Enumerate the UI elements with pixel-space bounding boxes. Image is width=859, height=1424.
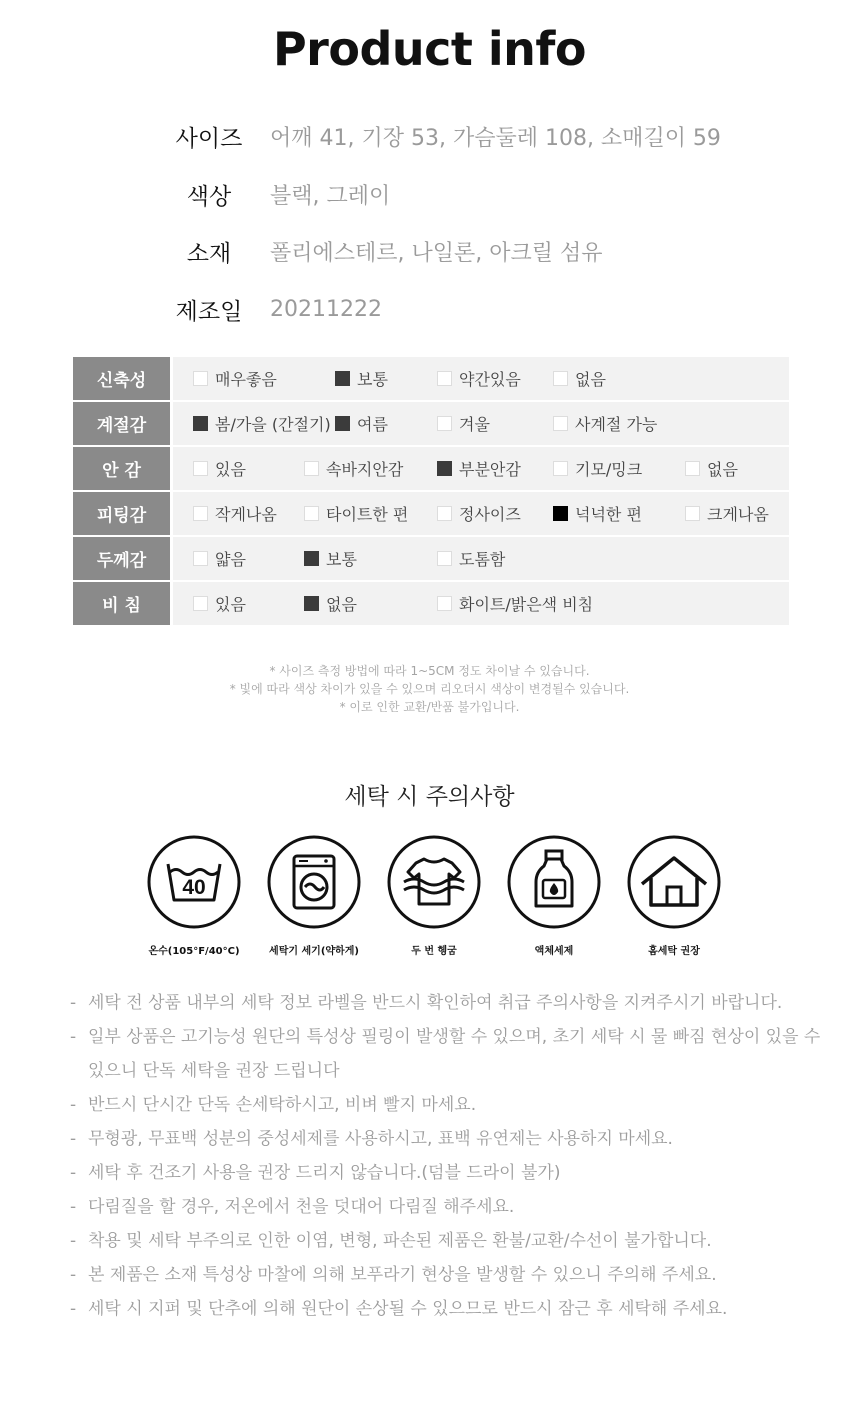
- checkbox: [335, 416, 350, 431]
- info-value: 어깨 41, 기장 53, 가슴둘레 108, 소매길이 59: [270, 126, 721, 152]
- grid-option: [553, 447, 642, 490]
- option-label: 작게나옴: [215, 505, 277, 524]
- option-label: 속바지안감: [326, 460, 404, 479]
- care-icon-item: [609, 834, 739, 957]
- checkbox: [193, 596, 208, 611]
- option-label: 있음: [215, 595, 246, 614]
- grid-options: [173, 402, 789, 445]
- checkbox: [553, 461, 568, 476]
- caution-text: 무형광, 무표백 성분의 중성세제를 사용하시고, 표백 유연제는 사용하지 마세요.: [88, 1129, 673, 1149]
- checkbox: [437, 551, 452, 566]
- checkbox: [437, 461, 452, 476]
- info-row-manufacture-date: [150, 281, 810, 339]
- grid-option: [193, 582, 246, 625]
- info-label: 소재: [186, 241, 232, 268]
- icon-caption: 온수(105°F/40°C): [148, 946, 240, 957]
- grid-option: [193, 447, 246, 490]
- rinse-twice-icon: [386, 834, 482, 930]
- grid-options: [173, 537, 789, 580]
- option-label: 부분안감: [459, 460, 521, 479]
- option-label: 봄/가을 (간절기): [215, 415, 331, 434]
- option-label: 사계절 가능: [575, 415, 658, 434]
- note-line: * 사이즈 측정 방법에 따라 1~5CM 정도 차이날 수 있습니다.: [269, 664, 590, 678]
- info-label: 사이즈: [175, 126, 243, 153]
- caution-item: - 일부 상품은 고기능성 원단의 특성상 필링이 발생할 수 있으며, 초기 세탁 시 물 빠짐 현상이 있을 수 있으니 단독 세탁을 권장 드립니다: [70, 1020, 830, 1088]
- checkbox: [193, 551, 208, 566]
- caution-item: - 세탁 시 지퍼 및 단추에 의해 원단이 손상될 수 있으므로 반드시 잠근 후 세탁해 주세요.: [70, 1292, 830, 1326]
- checkbox: [193, 506, 208, 521]
- grid-option: [437, 357, 521, 400]
- grid-option: [304, 492, 408, 535]
- grid-option: [685, 447, 738, 490]
- size-notes: [0, 662, 859, 716]
- option-label: 얇음: [215, 550, 246, 569]
- checkbox: [304, 506, 319, 521]
- grid-category: 안 감: [73, 447, 170, 490]
- info-label: 색상: [186, 183, 232, 210]
- option-label: 도톰함: [459, 550, 506, 569]
- grid-options: [173, 492, 789, 535]
- grid-category: 피팅감: [73, 492, 170, 535]
- option-label: 정사이즈: [459, 505, 521, 524]
- grid-option: [685, 492, 769, 535]
- grid-option: [437, 402, 490, 445]
- caution-text: 착용 및 세탁 부주의로 인한 이염, 변형, 파손된 제품은 환불/교환/수선이 불가합니다.: [88, 1231, 712, 1251]
- option-label: 넉넉한 편: [575, 505, 642, 524]
- info-value: 폴리에스테르, 나일론, 아크릴 섬유: [270, 241, 603, 267]
- checkbox: [553, 416, 568, 431]
- checkbox: [437, 371, 452, 386]
- grid-row-fit: [73, 492, 789, 535]
- option-label: 보통: [326, 550, 357, 569]
- caution-text: 세탁 전 상품 내부의 세탁 정보 라벨을 반드시 확인하여 취급 주의사항을 지켜주시기 바랍니다.: [88, 993, 783, 1013]
- grid-options: [173, 582, 789, 625]
- grid-category: 두께감: [73, 537, 170, 580]
- note-line: * 빛에 따라 색상 차이가 있을 수 있으며 리오더시 색상이 변경될수 있습니다.: [229, 682, 630, 696]
- grid-option: [437, 537, 505, 580]
- product-info-list: [150, 108, 810, 338]
- checkbox: [193, 416, 208, 431]
- grid-category: 신축성: [73, 357, 170, 400]
- care-icon-item: [129, 834, 259, 957]
- liquid-detergent-icon: [506, 834, 602, 930]
- option-label: 약간있음: [459, 370, 521, 389]
- note-line: * 이로 인한 교환/반품 불가입니다.: [339, 700, 520, 714]
- grid-option: [304, 537, 357, 580]
- option-label: 없음: [707, 460, 738, 479]
- checkbox: [553, 371, 568, 386]
- care-icon-item: [369, 834, 499, 957]
- caution-item: - 다림질을 할 경우, 저온에서 천을 덧대어 다림질 해주세요.: [70, 1190, 830, 1224]
- option-label: 있음: [215, 460, 246, 479]
- checkbox: [437, 506, 452, 521]
- option-label: 크게나옴: [707, 505, 769, 524]
- icon-caption: 세탁기 세기(약하게): [269, 946, 359, 957]
- care-icon-item: [489, 834, 619, 957]
- wash-40-icon: [146, 834, 242, 930]
- grid-option: [193, 537, 246, 580]
- grid-option: [304, 447, 403, 490]
- option-label: 없음: [575, 370, 606, 389]
- grid-row-lining: [73, 447, 789, 490]
- grid-category: 비 침: [73, 582, 170, 625]
- info-value: 블랙, 그레이: [270, 183, 391, 209]
- grid-option: [193, 402, 331, 445]
- option-label: 겨울: [459, 415, 490, 434]
- grid-option: [335, 357, 388, 400]
- icon-caption: 홈세탁 권장: [648, 946, 700, 957]
- option-label: 매우좋음: [215, 370, 277, 389]
- grid-option: [553, 492, 642, 535]
- grid-option: [193, 357, 277, 400]
- caution-text: 반드시 단시간 단독 손세탁하시고, 비벼 빨지 마세요.: [88, 1095, 477, 1115]
- checkbox: [304, 551, 319, 566]
- caution-text: 다림질을 할 경우, 저온에서 천을 덧대어 다림질 해주세요.: [88, 1197, 515, 1217]
- option-label: 없음: [326, 595, 357, 614]
- checkbox: [304, 596, 319, 611]
- checkbox: [437, 416, 452, 431]
- icon-caption: 두 번 헹굼: [411, 946, 457, 957]
- grid-option: [304, 582, 357, 625]
- caution-item: - 본 제품은 소재 특성상 마찰에 의해 보푸라기 현상을 발생할 수 있으니 주의해 주세요.: [70, 1258, 830, 1292]
- home-wash-icon: [626, 834, 722, 930]
- caution-item: - 착용 및 세탁 부주의로 인한 이염, 변형, 파손된 제품은 환불/교환/수선이 불가합니다.: [70, 1224, 830, 1258]
- caution-item: - 반드시 단시간 단독 손세탁하시고, 비벼 빨지 마세요.: [70, 1088, 830, 1122]
- checkbox: [193, 461, 208, 476]
- option-label: 화이트/밝은색 비침: [459, 595, 594, 614]
- caution-text: 본 제품은 소재 특성상 마찰에 의해 보푸라기 현상을 발생할 수 있으니 주의해 주세요.: [88, 1265, 717, 1285]
- grid-category: 계절감: [73, 402, 170, 445]
- info-row-size: [150, 108, 810, 166]
- info-row-color: [150, 166, 810, 224]
- grid-option: [437, 492, 521, 535]
- grid-row-sheerness: [73, 582, 789, 625]
- care-cautions-list: [70, 986, 830, 1326]
- checkbox: [553, 506, 568, 521]
- caution-text: 세탁 시 지퍼 및 단추에 의해 원단이 손상될 수 있으므로 반드시 잠근 후 세탁해 주세요.: [88, 1299, 728, 1319]
- page-title: Product info: [272, 22, 587, 76]
- grid-option: [553, 402, 657, 445]
- grid-row-season: [73, 402, 789, 445]
- grid-options: [173, 447, 789, 490]
- icon-caption: 액체세제: [534, 946, 574, 957]
- checkbox: [304, 461, 319, 476]
- info-label: 제조일: [175, 298, 243, 325]
- grid-options: [173, 357, 789, 400]
- caution-text: 일부 상품은 고기능성 원단의 특성상 필링이 발생할 수 있으며, 초기 세탁 시 물 빠짐 현상이 있을 수 있으니 단독 세탁을 권장 드립니다: [88, 1027, 821, 1081]
- option-label: 타이트한 편: [326, 505, 409, 524]
- caution-item: - 무형광, 무표백 성분의 중성세제를 사용하시고, 표백 유연제는 사용하지 마세요.: [70, 1122, 830, 1156]
- checkbox: [685, 461, 700, 476]
- checkbox: [193, 371, 208, 386]
- checkbox: [685, 506, 700, 521]
- grid-row-stretch: [73, 357, 789, 400]
- grid-option: [335, 402, 388, 445]
- info-row-material: [150, 223, 810, 281]
- checkbox: [437, 596, 452, 611]
- option-label: 기모/밍크: [575, 460, 643, 479]
- wash-temperature: 40: [182, 876, 206, 899]
- washing-machine-icon: [266, 834, 362, 930]
- info-value: 20211222: [270, 296, 382, 322]
- grid-option: [437, 582, 593, 625]
- option-label: 보통: [357, 370, 388, 389]
- grid-option: [553, 357, 606, 400]
- grid-option: [437, 447, 521, 490]
- checkbox: [335, 371, 350, 386]
- grid-row-thickness: [73, 537, 789, 580]
- attribute-grid: [73, 357, 789, 627]
- caution-text: 세탁 후 건조기 사용을 권장 드리지 않습니다.(덤블 드라이 불가): [88, 1163, 561, 1183]
- caution-item: - 세탁 전 상품 내부의 세탁 정보 라벨을 반드시 확인하여 취급 주의사항을 지켜주시기 바랍니다.: [70, 986, 830, 1020]
- care-title: 세탁 시 주의사항: [344, 784, 515, 810]
- care-icon-item: [249, 834, 379, 957]
- caution-item: - 세탁 후 건조기 사용을 권장 드리지 않습니다.(덤블 드라이 불가): [70, 1156, 830, 1190]
- option-label: 여름: [357, 415, 388, 434]
- grid-option: [193, 492, 277, 535]
